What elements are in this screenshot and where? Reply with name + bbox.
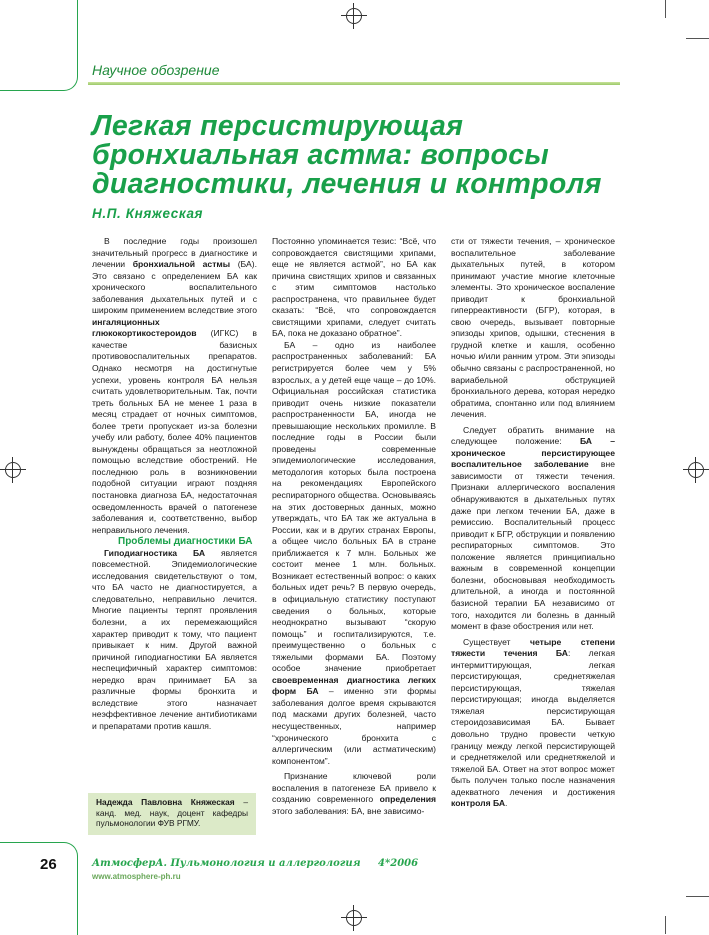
crop-mark <box>686 38 709 39</box>
text-column-1 <box>92 236 257 732</box>
text-column-3 <box>451 236 615 810</box>
paragraph: Гиподиагностика БА является повсеместной. Эпидемиологические исследования свидетельствуют о том, что БА часто не диагностируется, а следовательно, неправильно лечится. Многие пациенты терпят проявления болезни, а их перемежающийся характер приводит к тому, что пациент привыкает к ним. Другой важной причиной гиподиагностики БА является неспецифичный характер симптомов: нередко врач принимает БА за различные формы бронхита и вследствие этого назначает неэффективное лечение антибиотиками и препаратами против кашля. <box>92 547 257 731</box>
registration-mark-right <box>683 457 709 483</box>
section-rule <box>88 82 620 85</box>
registration-mark-left <box>0 457 26 483</box>
article-author: Н.П. Княжеская <box>92 206 204 221</box>
section-label: Научное обозрение <box>92 62 220 78</box>
author-info-box: Надежда Павловна Княжеская – канд. мед. наук, доцент кафедры пульмонологии ФУВ РГМУ. <box>88 793 256 835</box>
page-frame-bottom <box>0 842 78 935</box>
journal-url[interactable]: www.atmosphere-ph.ru <box>92 872 181 881</box>
article-title: Легкая персистирующая бронхиальная астма: вопросы диагностики, лечения и контроля <box>92 110 602 200</box>
subheading: Проблемы диагностики БА <box>118 536 253 548</box>
registration-mark-bottom <box>341 905 367 931</box>
text-column-2 <box>272 236 436 817</box>
page-number: 26 <box>40 856 57 873</box>
paragraph: БА – одно из наиболее распространенных заболеваний: БА регистрируется более чем у 5% взрослых, а у детей еще чаще – до 10%. Официальная российская статистика приводит очень низкие показатели распространенности БА, иногда не превышающие нескольких промилле. В последние годы в России были проведены современные эпидемиологические исследования, методология которых была построена на рекомендациях Европейского респираторного общества. Основываясь на этих достоверных данных, можно утверждать, что БА так же актуальна в России, как и в других странах Европы, а общее число больных БА в стране приближается к 7 млн. Больных же состоит менее 1 млн. больных. Возникает естественный вопрос: о каких больных идет речь? В первую очередь, в официальную статистику поступают сведения о больных, которые неоднократно вызывают “скорую помощь” и госпитализируются, т.е. преимущественно о больных с тяжелыми формами БА. Поэтому особое значение приобретает своевременная диагностика легких форм БА – именно эти формы заболевания долгое время скрываются под масками других болезней, часто несущественных, например “хронического бронхита с аллергическим (или астматическим) компонентом”. <box>272 339 436 766</box>
crop-mark <box>686 896 709 897</box>
journal-title: АтмосферА. Пульмонология и аллергология 4*2006 <box>92 858 419 869</box>
paragraph: сти от тяжести течения, – хроническое воспалительное заболевание дыхательных путей, в котором принимают участие многие клеточные элементы. Это хроническое воспаление приводит к бронхиальной гиперреактивности (БГР), которая, в свою очередь, вызывает повторные эпизоды хрипов, одышки, стеснения в грудной клетке и кашля, особенно ночью и/или ранним утром. Эти эпизоды обычно связаны с распространенной, но вариабельной обструкцией бронхиального дерева, которая нередко обратима, спонтанно или под влиянием лечения. <box>451 236 615 420</box>
paragraph: Признание ключевой роли воспаления в патогенезе БА привело к созданию современного определения этого заболевания: БА, вне зависимо- <box>272 771 436 816</box>
paragraph: В последние годы произошел значительный прогресс в диагностике и лечении бронхиальной астмы (БА). Это связано с определением БА как хронического воспалительного заболевания дыхательных путей и с широким применением вследствие этого ингаляционных глюкокортикостероидов (ИГКС) в качестве базисных противовоспалительных препаратов. Однако несмотря на достигнутые успехи, уровень контроля БА нельзя считать удовлетворительным. Так, почти треть больных БА не менее 1 раза в месяц страдает от ночных симптомов, более трети пропускает из-за болезни учебу или работу, более 40% пациентов вынуждены обращаться за неотложной помощью вследствие обострений. Не последнюю роль в возникновении подобной ситуации играют поздняя постановка диагноза БА, недостаточная осведомленность врачей о патогенезе заболевания и, соответственно, выбор неправильного лечения. <box>92 236 257 535</box>
paragraph: Постоянно упоминается тезис: “Всё, что сопровождается свистящими хрипами, еще не является астмой”, но БА как причина свистящих хрипов и связанных с этим симптомов настолько распространена, что правильнее будет сказать: “Всё, что сопровождается свистящими хрипами, следует считать БА, пока не доказано обратное”. <box>272 236 436 339</box>
crop-mark <box>665 0 666 18</box>
page-frame-top <box>0 0 78 91</box>
crop-mark <box>665 916 666 934</box>
paragraph: Существует четыре степени тяжести течения БА: легкая интермиттирующая, легкая персистирующая, среднетяжелая персистирующая, тяжелая персистирующая; иногда выделяется тяжелая персистирующая стероидозависимая БА. Бывает довольно трудно провести четкую границу между легкой персистирующей и среднетяжелой или среднетяжелой и тяжелой БА. Ответ на этот вопрос может быть получен только после назначения адекватного лечения и достижения контроля БА. <box>451 636 615 809</box>
paragraph: Следует обратить внимание на следующее положение: БА – хроническое персистирующее воспалительное заболевание вне зависимости от тяжести течения. Признаки аллергического воспаления обнаруживаются в дыхательных путях даже при легком течении БА, даже в ремиссию. Воспалительный процесс приводит к БГР, обструкции и появлению респираторных симптомов. Это положение является принципиально важным в современной концепции болезни, обосновывая необходимость длительной, а иногда и постоянной базисной терапии БА независимо от того, находится ли болезнь в данный момент в фазе обострения или нет. <box>451 424 616 632</box>
registration-mark-top <box>341 3 367 29</box>
